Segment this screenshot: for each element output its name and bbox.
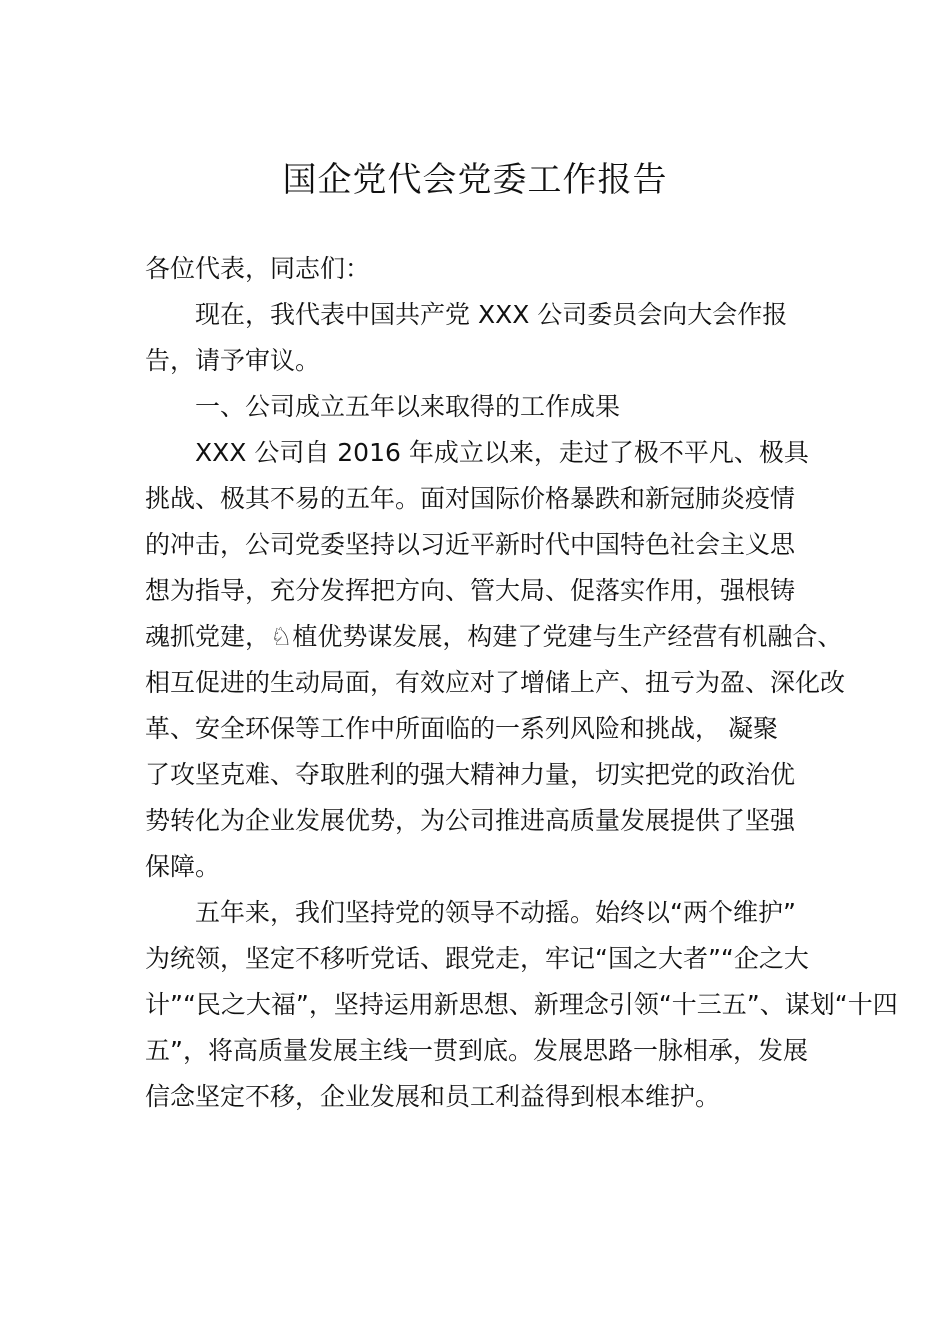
paragraph-line: 了攻坚克难、夺取胜利的强大精神力量，切实把党的政治优 (145, 760, 796, 789)
paragraph-line: 为统领，坚定不移听党话、跟党走，牢记“国之大者”“企之大 (145, 944, 809, 973)
paragraph-line: 的冲击，公司党委坚持以习近平新时代中国特色社会主义思 (145, 530, 796, 559)
paragraph-line: 想为指导，充分发挥把方向、管大局、促落实作用，强根铸 (145, 576, 796, 605)
paragraph-line: 挑战、极其不易的五年。面对国际价格暴跌和新冠肺炎疫情 (145, 484, 796, 513)
paragraph-line: 魂抓党建，♘植优势谋发展，构建了党建与生产经营有机融合、 (145, 622, 843, 651)
paragraph-line: 计”“民之大福”，坚持运用新思想、新理念引领“十三五”、谋划“十四 (145, 990, 898, 1019)
paragraph-line: 五”，将高质量发展主线一贯到底。发展思路一脉相承，发展 (145, 1036, 808, 1065)
document-title: 国企党代会党委工作报告 (282, 160, 668, 200)
document-body (145, 246, 898, 1120)
salutation-line: 各位代表，同志们： (145, 254, 371, 283)
paragraph-line: 信念坚定不移，企业发展和员工利益得到根本维护。 (145, 1082, 721, 1111)
paragraph-line: 告，请予审议。 (145, 346, 321, 375)
paragraph-line: 相互促进的生动局面，有效应对了增储上产、扭亏为盈、深化改 (145, 668, 846, 697)
paragraph-line: 保障。 (145, 852, 221, 881)
paragraph-line: 势转化为企业发展优势，为公司推进高质量发展提供了坚强 (145, 806, 796, 835)
paragraph-line: XXX 公司自 2016 年成立以来，走过了极不平凡、极具 (195, 438, 809, 467)
paragraph-line: 现在，我代表中国共产党 XXX 公司委员会向大会作报 (195, 300, 788, 329)
paragraph-line: 五年来，我们坚持党的领导不动摇。始终以“两个维护” (195, 898, 796, 927)
section-heading: 一、公司成立五年以来取得的工作成果 (195, 392, 621, 421)
paragraph-line: 革、安全环保等工作中所面临的一系列风险和挑战， 凝聚 (145, 714, 778, 743)
